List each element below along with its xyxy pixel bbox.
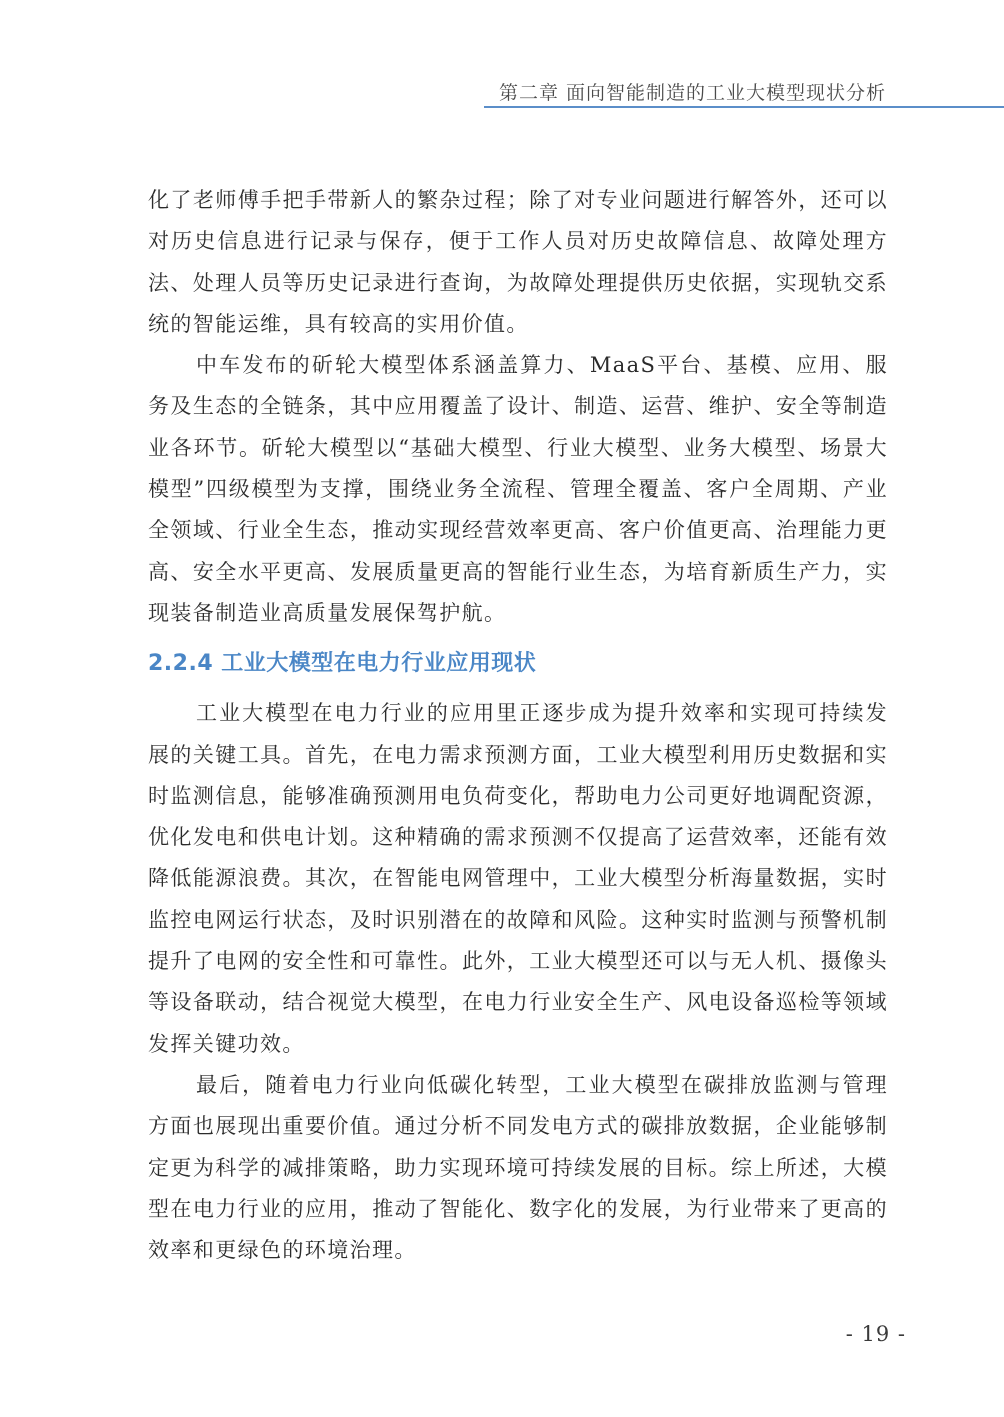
section-heading: 2.2.4 工业大模型在电力行业应用现状 xyxy=(148,651,537,677)
page-body xyxy=(148,180,888,1271)
header-rule xyxy=(484,106,1004,108)
paragraph-power-industry: 工业大模型在电力行业的应用里正逐步成为提升效率和实现可持续发展的关键工具。首先，在电力需求预测方面，工业大模型利用历史数据和实时监测信息，能够准确预测用电负荷变化，帮助电力公司更好地调配资源，优化发电和供电计划。这种精确的需求预测不仅提高了运营效率，还能有效降低能源浪费。其次，在智能电网管理中，工业大模型分析海量数据，实时监控电网运行状态，及时识别潜在的故障和风险。这种实时监测与预警机制提升了电网的安全性和可靠性。此外，工业大模型还可以与无人机、摄像头等设备联动，结合视觉大模型，在电力行业安全生产、风电设备巡检等领域发挥关键功效。 xyxy=(148,701,888,1056)
paragraph-crrc-model: 中车发布的斫轮大模型体系涵盖算力、MaaS平台、基模、应用、服务及生态的全链条，其中应用覆盖了设计、制造、运营、维护、安全等制造业各环节。斫轮大模型以“基础大模型、行业大模型、业务大模型、场景大模型”四级模型为支撑，围绕业务全流程、管理全覆盖、客户全周期、产业全领域、行业全生态，推动实现经营效率更高、客户价值更高、治理能力更高、安全水平更高、发展质量更高的智能行业生态，为培育新质生产力，实现装备制造业高质量发展保驾护航。 xyxy=(148,353,888,625)
paragraph-conclusion: 最后，随着电力行业向低碳化转型，工业大模型在碳排放监测与管理方面也展现出重要价值。通过分析不同发电方式的碳排放数据，企业能够制定更为科学的减排策略，助力实现环境可持续发展的目标。综上所述，大模型在电力行业的应用，推动了智能化、数字化的发展，为行业带来了更高的效率和更绿色的环境治理。 xyxy=(148,1072,888,1263)
running-header xyxy=(484,72,1004,108)
page-number: - 19 - xyxy=(845,1322,906,1346)
chapter-title: 第二章 面向智能制造的工业大模型现状分析 xyxy=(498,82,886,104)
paragraph-continued: 化了老师傅手把手带新人的繁杂过程；除了对专业问题进行解答外，还可以对历史信息进行记录与保存，便于工作人员对历史故障信息、故障处理方法、处理人员等历史记录进行查询，为故障处理提供历史依据，实现轨交系统的智能运维，具有较高的实用价值。 xyxy=(148,188,888,336)
